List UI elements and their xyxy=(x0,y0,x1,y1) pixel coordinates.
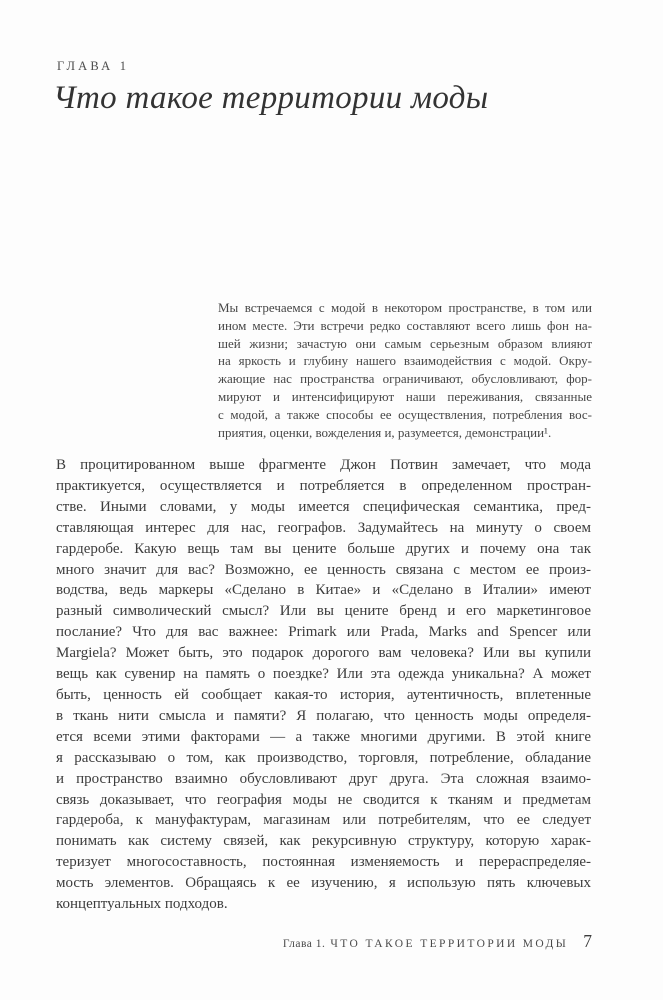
text-line: практикуется, осуществляется и потребляется в определенном простран- xyxy=(56,477,591,494)
footer-chapter-ref: Глава 1. xyxy=(282,938,326,950)
text-line: вещь как сувенир на память о поездке? Или эта одежда уникальна? А может xyxy=(56,666,591,683)
text-line: Мы встречаемся с модой в некотором пространстве, в том или xyxy=(218,300,592,315)
text-line: быть, ценность ей сообщает какая-то история, аутентичность, вплетенные xyxy=(56,686,591,703)
text-line: и пространство взаимно обусловливают друг друга. Эта сложная взаимо- xyxy=(56,770,591,787)
text-line: разный символический смысл? Или вы цените бренд и его маркетинговое xyxy=(56,603,591,620)
text-line: связь доказывает, что география моды не сводится к тканям и предметам xyxy=(56,791,591,808)
text-line: много значит для вас? Возможно, ее ценность связана с местом ее произ- xyxy=(56,561,591,578)
epigraph xyxy=(218,299,592,441)
footer-running-title: ЧТО ТАКОЕ ТЕРРИТОРИИ МОДЫ xyxy=(330,938,569,950)
text-line: В процитированном выше фрагменте Джон Потвин замечает, что мода xyxy=(56,457,591,473)
text-line: в ткань нити смысла и памяти? Я полагаю, что ценность моды определя- xyxy=(56,707,591,724)
text-line: ется всеми этими факторами — а также многими другими. В этой книге xyxy=(56,728,591,745)
text-line: стве. Иными словами, у моды имеется специфическая семантика, пред- xyxy=(56,498,591,515)
text-line: гардеробе. Какую вещь там вы цените больше других и почему она так xyxy=(56,540,591,557)
text-line: водства, ведь маркеры «Сделано в Китае» и «Сделано в Италии» имеют xyxy=(56,582,591,599)
text-line: ставляющая интерес для нас, географов. Задумайтесь на минуту о своем xyxy=(56,519,591,536)
text-line: концептуальных подходов. xyxy=(56,896,228,913)
text-line: приятия, оценки, вожделения и, разумеется, демонстрации¹. xyxy=(218,424,552,440)
text-line: жающие нас пространства ограничивают, обусловливают, фор- xyxy=(218,371,592,387)
text-line: ином месте. Эти встречи редко составляют всего лишь фон на- xyxy=(218,317,592,333)
text-line: теризует многосоставность, постоянная изменяемость и перераспределяе- xyxy=(56,854,591,871)
chapter-title: Что такое территории моды xyxy=(53,80,489,116)
text-line: с модой, а также способы ее осуществления, потребления вос- xyxy=(218,406,592,422)
text-line: послание? Что для вас важнее: Primark или Prada, Marks and Spencer или xyxy=(56,624,591,641)
text-line: понимать как систему связей, как рекурсивную структуру, которую харак- xyxy=(56,833,591,850)
page-footer xyxy=(283,931,592,952)
chapter-label: ГЛАВА 1 xyxy=(57,59,130,73)
text-line: я рассказываю о том, как производство, торговля, потребление, обладание xyxy=(56,749,591,766)
footer-page-number: 7 xyxy=(583,931,592,951)
text-line: гардероба, к мануфактурам, магазинам или потребителям, что ее следует xyxy=(56,812,591,829)
text-line: мость элементов. Обращаясь к ее изучению, я использую пять ключевых xyxy=(56,875,591,892)
body-text xyxy=(56,455,591,915)
text-line: мируют и интенсифицируют наши переживания, связанные xyxy=(218,388,592,404)
text-line: на яркость и глубину нашего взаимодействия с модой. Окру- xyxy=(218,353,592,369)
text-line: Margiela? Может быть, это подарок дорогого вам человека? Или вы купили xyxy=(56,645,591,662)
text-line: шей жизни; зачастую они самым серьезным образом влияют xyxy=(218,335,592,351)
